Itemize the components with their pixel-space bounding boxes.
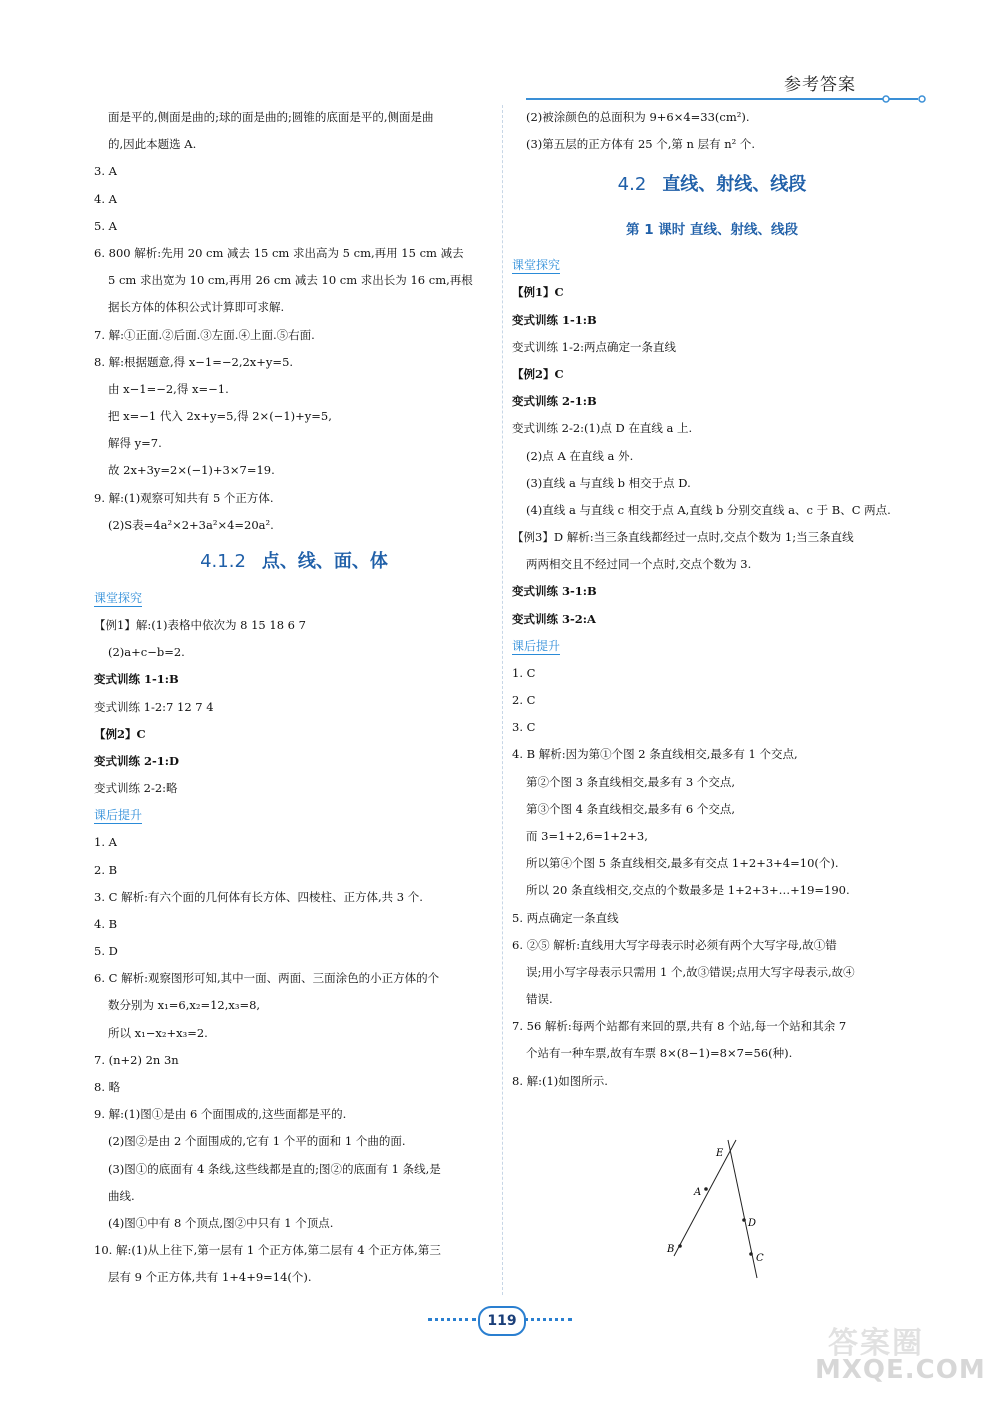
section-label-after-class: 课后提升 (512, 638, 561, 653)
section-label-after-class: 课后提升 (94, 808, 143, 823)
answer-line: (3)图①的底面有 4 条线,这些线都是直的;图②的底面有 1 条线,是 (108, 1161, 441, 1176)
answer-line: (4)直线 a 与直线 c 相交于点 A,直线 b 分别交直线 a、c 于 B、C 两点. (526, 502, 891, 517)
answer-line: 2. B (94, 862, 118, 877)
right-answers-block-3 (512, 660, 912, 1095)
section-label-class-explore: 课堂探究 (94, 591, 143, 605)
point-label-d: D (748, 1218, 757, 1229)
answer-line: 面是平的,侧面是曲的;球的面是曲的;圆锥的底面是平的,侧面是曲 (108, 110, 434, 124)
footer-dots-right (524, 1318, 572, 1324)
column-divider (502, 105, 503, 1295)
header-title: 参考答案 (784, 75, 856, 95)
answer-line: (2)图②是由 2 个面围成的,它有 1 个平的面和 1 个曲的面. (108, 1134, 406, 1149)
answer-line: 所以第④个图 5 条直线相交,最多有交点 1+2+3+4=10(个). (526, 856, 839, 871)
answer-line: 3. C (512, 720, 536, 735)
lesson-heading: 第 1 课时 直线、射线、线段 (626, 222, 798, 239)
point-label-c: C (756, 1253, 764, 1264)
answer-line: 3. A (94, 164, 117, 179)
answer-line: 数分别为 x₁=6,x₂=12,x₃=8, (108, 998, 261, 1013)
section-heading-4-1-2: 4.1.2 点、线、面、体 (200, 551, 388, 572)
point-label-b: B (667, 1244, 675, 1255)
answer-line: 层有 9 个正方体,共有 1+4+9=14(个). (108, 1270, 312, 1285)
left-answers-block-2 (94, 612, 494, 802)
answer-line: 变式训练 1-2:7 12 7 4 (94, 699, 214, 714)
answer-line: 7. (n+2) 2n 3n (94, 1052, 179, 1067)
watermark-url: MXQE.COM (815, 1355, 986, 1385)
answer-line: 7. 56 解析:每两个站都有来回的票,共有 8 个站,每一个站和其余 7 (512, 1019, 847, 1034)
section-heading-4-2: 4.2 直线、射线、线段 (617, 174, 807, 196)
answer-line: 变式训练 1-1:B (94, 672, 179, 687)
answer-line: (3)直线 a 与直线 b 相交于点 D. (526, 475, 691, 490)
point-label-e: E (716, 1148, 724, 1159)
left-answers-block-3 (94, 829, 494, 1291)
answer-line: 误;用小写字母表示只需用 1 个,故③错误;点用大写字母表示,故④ (526, 964, 855, 979)
answer-line: 【例2】C (512, 366, 564, 381)
answer-line: 个站有一种车票,故有车票 8×(8−1)=8×7=56(种). (526, 1046, 793, 1061)
answer-line: 6. C 解析:观察图形可知,其中一面、两面、三面涂色的小正方体的个 (94, 971, 440, 986)
answer-line: 第③个图 4 条直线相交,最多有 6 个交点, (526, 801, 736, 816)
left-answers-block-1 (94, 104, 494, 539)
answer-line: 所以 x₁−x₂+x₃=2. (108, 1025, 208, 1040)
answer-line: 变式训练 1-1:B (512, 312, 597, 327)
footer-dots-left (428, 1318, 476, 1324)
answer-line: 【例3】D 解析:当三条直线都经过一点时,交点个数为 1;当三条直线 (512, 530, 854, 545)
answer-line: (4)图①中有 8 个顶点,图②中只有 1 个顶点. (108, 1215, 334, 1230)
answer-line: 曲线. (108, 1188, 135, 1203)
answer-line: 4. A (94, 191, 117, 206)
answer-line: 错误. (526, 992, 553, 1007)
answer-line: 5 cm 求出宽为 10 cm,再用 26 cm 减去 10 cm 求出长为 16 cm,再根 (108, 273, 473, 288)
answer-line: 变式训练 2-1:D (94, 753, 179, 768)
section-label-class-explore: 课堂探究 (512, 258, 561, 273)
watermark-logo-text: 答案圈 (828, 1326, 924, 1361)
answer-line: 故 2x+3y=2×(−1)+3×7=19. (108, 463, 275, 478)
answer-line: 5. A (94, 218, 117, 233)
answer-line: 6. 800 解析:先用 20 cm 减去 15 cm 求出高为 5 cm,再用 15 cm 减去 (94, 245, 464, 260)
answer-line: 变式训练 2-1:B (512, 394, 597, 409)
answer-line: 8. 解:根据题意,得 x−1=−2,2x+y=5. (94, 354, 294, 369)
answer-line: (3)第五层的正方体有 25 个,第 n 层有 n² 个. (526, 137, 756, 152)
answer-line: 变式训练 1-2:两点确定一条直线 (512, 339, 677, 354)
answer-line: 所以 20 条直线相交,交点的个数最多是 1+2+3+…+19=190. (526, 883, 850, 898)
answer-line: 【例2】C (94, 726, 146, 741)
point-label-a: A (694, 1187, 702, 1198)
answer-line: 1. C (512, 665, 536, 680)
right-answers-block-2 (512, 279, 912, 632)
answer-line: 8. 略 (94, 1080, 121, 1094)
line-diagram-figure (660, 1138, 770, 1283)
answer-line: (2)S表=4a²×2+3a²×4=20a². (108, 517, 274, 532)
answer-line: 变式训练 3-1:B (512, 584, 597, 599)
answer-line: 7. 解:①正面.②后面.③左面.④上面.⑤右面. (94, 327, 315, 342)
answer-line: 【例1】解:(1)表格中依次为 8 15 18 6 7 (94, 618, 306, 632)
answer-line: 【例1】C (512, 285, 564, 300)
answer-line: 5. 两点确定一条直线 (512, 910, 619, 925)
answer-line: 9. 解:(1)图①是由 6 个面围成的,这些面都是平的. (94, 1107, 347, 1122)
answer-line: 变式训练 3-2:A (512, 611, 596, 626)
answer-line: 3. C 解析:有六个面的几何体有长方体、四棱柱、正方体,共 3 个. (94, 889, 423, 904)
answer-line: 解得 y=7. (108, 436, 162, 451)
answer-line: 5. D (94, 944, 118, 959)
header-decoration (526, 95, 926, 103)
answer-line: 把 x=−1 代入 2x+y=5,得 2×(−1)+y=5, (108, 409, 332, 424)
answer-line: 而 3=1+2,6=1+2+3, (526, 828, 648, 843)
left-column (94, 104, 494, 1292)
answer-line: 9. 解:(1)观察可知共有 5 个正方体. (94, 490, 274, 505)
answer-line: 第②个图 3 条直线相交,最多有 3 个交点, (526, 774, 736, 789)
answer-line: 4. B 解析:因为第①个图 2 条直线相交,最多有 1 个交点, (512, 747, 798, 762)
answer-line: 8. 解:(1)如图所示. (512, 1073, 608, 1088)
answer-line: 的,因此本题选 A. (108, 137, 197, 152)
answer-line: (2)a+c−b=2. (108, 645, 185, 660)
page-number: 119 (478, 1306, 526, 1336)
right-column (512, 104, 912, 1095)
answer-line: (2)被涂颜色的总面积为 9+6×4=33(cm²). (526, 110, 750, 124)
answer-line: (2)点 A 在直线 a 外. (526, 448, 634, 463)
answer-line: 两两相交且不经过同一个点时,交点个数为 3. (526, 557, 752, 572)
answer-line: 据长方体的体积公式计算即可求解. (108, 300, 285, 315)
answer-line: 由 x−1=−2,得 x=−1. (108, 381, 229, 396)
answer-line: 变式训练 2-2:(1)点 D 在直线 a 上. (512, 421, 693, 436)
answer-line: 6. ②⑤ 解析:直线用大写字母表示时必须有两个大写字母,故①错 (512, 937, 837, 952)
answer-line: 10. 解:(1)从上往下,第一层有 1 个正方体,第二层有 4 个正方体,第三 (94, 1243, 441, 1258)
answer-line: 2. C (512, 693, 536, 707)
answer-line: 4. B (94, 916, 118, 931)
answer-line: 变式训练 2-2:略 (94, 781, 178, 796)
right-answers-block-1 (512, 104, 912, 158)
answer-line: 1. A (94, 835, 117, 850)
